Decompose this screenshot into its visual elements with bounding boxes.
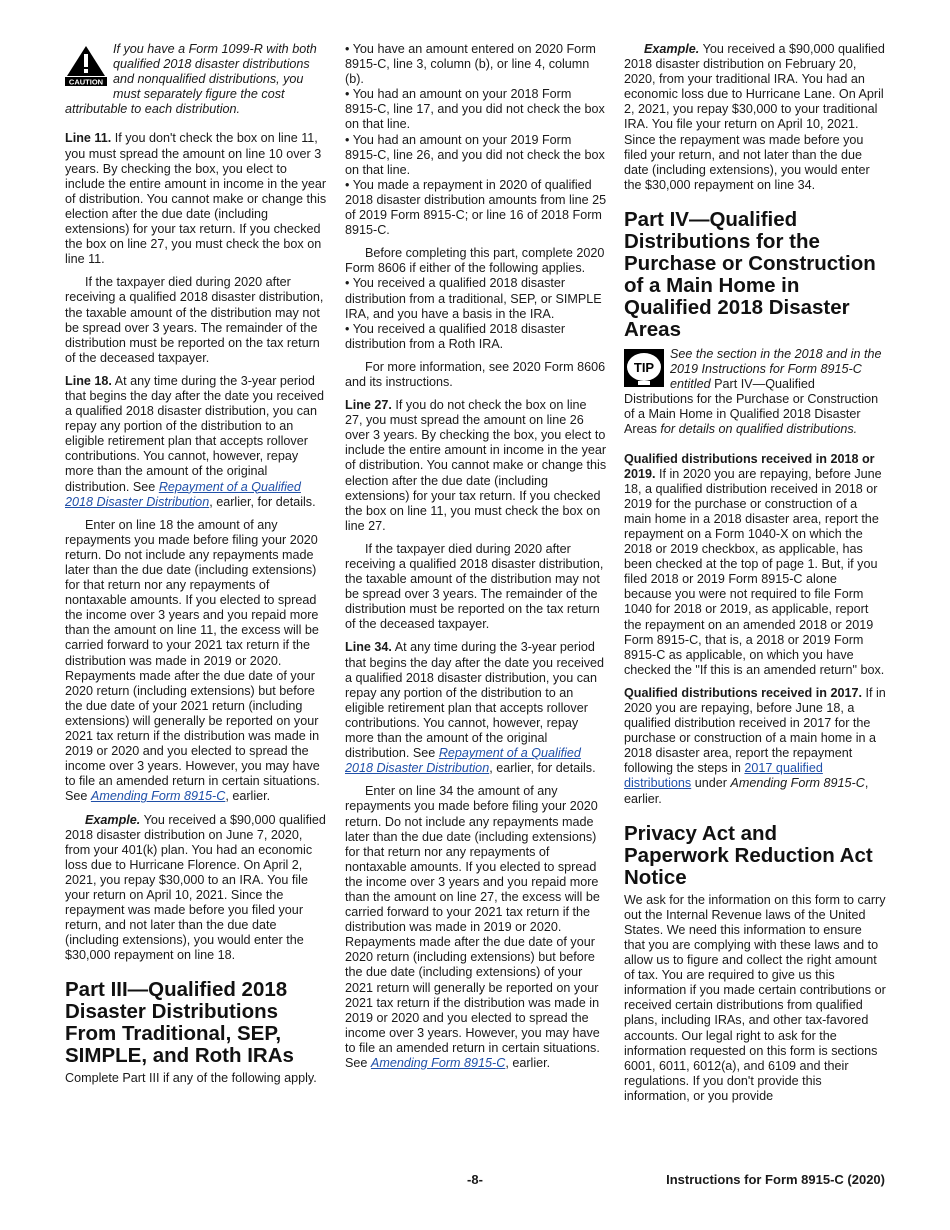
- column-1: [65, 42, 327, 1095]
- enter-line-34-paragraph: [345, 784, 607, 1071]
- bullet-item: [345, 133, 607, 178]
- example-text: You received a $90,000 qualified 2018 disaster distribution on June 7, 2020, from your 401(k) plan. You had an economic loss due to Hurricane Florence. On April 2, 2021, you repay $30,000 to an IRA. You file your return on April 10, 2021. Since the repayment was made before you filed your return, and not later than the due date (including extensions), you would enter the $30,000 repayment on line 18.: [65, 812, 326, 963]
- example-paragraph-2: [624, 42, 886, 193]
- caution-note: [65, 42, 327, 117]
- bullet-item: [345, 322, 607, 352]
- line-34-lead: Line 34.: [345, 640, 392, 655]
- tip-icon: [624, 349, 664, 391]
- taxpayer-died-paragraph-2: If the taxpayer died during 2020 after receiving a qualified 2018 disaster distribution, the taxable amount of the distribution may not be spread over 3 years. The remainder of the distribution must be reported on the tax return of the deceased taxpayer.: [345, 541, 604, 632]
- bullet-icon: •: [345, 42, 353, 56]
- qd-17-mid: under: [694, 776, 727, 791]
- bullet-item: [345, 42, 607, 87]
- bullet-item: [345, 87, 607, 132]
- bullet-list-2: [345, 276, 607, 351]
- amending-form-link[interactable]: Amending Form 8915-C: [90, 789, 226, 804]
- line-27-paragraph: [345, 398, 607, 534]
- tip-text-b: Part IV—Qualified Distributions for the Purchase or Construction of a Main Home in Qualified 2018 Disaster Areas: [624, 377, 879, 437]
- bullet-list-1: [345, 42, 607, 238]
- taxpayer-died-paragraph: If the taxpayer died during 2020 after receiving a qualified 2018 disaster distribution, the taxable amount of the distribution may not be spread over 3 years. The remainder of the distribution must be reported on the tax return of the deceased taxpayer.: [65, 275, 324, 365]
- privacy-paragraph: We ask for the information on this form to carry out the Internal Revenue laws of the United States. We need this information to ensure that you are complying with these laws and to allow us to figure and collect the right amount of tax. You are required to give us this information if you made certain contributions or received certain distributions from qualified plans, including IRAs, and other tax-favored accounts. Our legal right to ask for the information requested on this form is sections 6001, 6011, 6012(a), and 6109 and their regulations. If you don't provide this information, or you provide: [624, 892, 886, 1103]
- page-number: -8-: [467, 1172, 483, 1187]
- example-lead: Example.: [85, 812, 141, 827]
- qd-17-tail: , earlier.: [624, 776, 869, 806]
- line-18-lead: Line 18.: [65, 373, 112, 388]
- repayment-link[interactable]: Repayment of a Qualified 2018 Disaster Distribution: [65, 479, 301, 509]
- part-3-intro: Complete Part III if any of the following apply.: [65, 1071, 317, 1086]
- line-34-text: At any time during the 3-year period that begins the day after the date you received a qualified 2018 disaster distribution, you can repay any portion of the distribution to an eligible retirement plan that accepts rollover contributions. You cannot, however, repay more than the amount of the original distribution. See: [345, 640, 605, 761]
- bullet-text: You have an amount entered on 2020 Form 8915-C, line 3, column (b), or line 4, column (b).: [345, 42, 596, 87]
- more-info-paragraph: For more information, see 2020 Form 8606 and its instructions.: [345, 359, 606, 389]
- bullet-icon: •: [345, 177, 353, 192]
- bullet-icon: •: [345, 87, 353, 102]
- tip-text-a: See the section in the 2018 and in the 2019 Instructions for Form 8915-C entitled: [670, 346, 882, 392]
- bullet-icon: •: [345, 276, 353, 291]
- qd-17-lead: Qualified distributions received in 2017.: [624, 685, 862, 700]
- tip-label: TIP: [633, 359, 655, 375]
- line-18-tail: , earlier, for details.: [209, 494, 316, 509]
- line-18-paragraph: [65, 374, 327, 510]
- qualified-2017-paragraph: [624, 686, 886, 807]
- bullet-text: You made a repayment in 2020 of qualified 2018 disaster distribution amounts from line 25 of 2019 Form 8915-C; or line 16 of 2018 Form 8915-C.: [345, 177, 607, 238]
- enter-34-text: Enter on line 34 the amount of any repayments you made before filing your 2020 return. Do not include any repayments made later than the due date (including extensions) for that return nor any repayments of nontaxable amounts. If you elected to spread the income over 3 years and you repaid more than the amount on line 27, the excess will be carried forward to your 2021 tax return if the distribution was made in 2019 or 2020. Repayments made after the due date of your 2020 return (including extensions) but before the due date (including extensions) of your 2021 return will generally be reported on your 2021 tax return if the distribution was made in 2019 or 2020 and you elected to spread the income over 3 years. However, you may have to file an amended return in certain situations. See: [345, 784, 600, 1070]
- qd-17-text: If in 2020 you are repaying, before June 18, a qualified distribution received in 2017 for the purchase or construction of a main home in a 2018 disaster area, report the repayment following the steps in: [624, 685, 886, 776]
- caution-icon: [65, 44, 107, 90]
- enter-34-tail: , earlier.: [505, 1056, 551, 1070]
- bullet-text: You had an amount on your 2018 Form 8915-C, line 17, and you did not check the box on that line.: [345, 87, 605, 132]
- caution-label: CAUTION: [68, 77, 104, 86]
- column-3: [624, 42, 886, 1112]
- part-3-heading: Part III—Qualified 2018 Disaster Distributions From Traditional, SEP, SIMPLE, and Roth IRAs: [65, 978, 294, 1068]
- enter-18-text: Enter on line 18 the amount of any repayments you made before filing your 2020 return. Do not include any repayments made later than the due date (including extensions) for that return nor any repayments of nontaxable amounts. If you elected to spread the income over 3 years and you repaid more than the amount on line 11, the excess will be carried forward to your 2021 tax return if the distribution was made in 2019 or 2020. Repayments made after the due date of your 2020 return (including extensions) but before the due date of your 2021 return (including extensions) will generally be reported on your 2021 tax return if the distribution was made in 2019 or 2020 and you elected to spread the income over 3 years. However, you may have to file an amended return in certain situations. See: [65, 517, 320, 804]
- repayment-link-2[interactable]: Repayment of a Qualified 2018 Disaster Distribution: [345, 746, 581, 776]
- caution-text: If you have a Form 1099-R with both qualified 2018 disaster distributions and nonqualified distributions, you must separately figure the cost attributable to each distribution.: [65, 42, 317, 117]
- tip-note: [624, 347, 886, 438]
- before-completing-paragraph: Before completing this part, complete 2020 Form 8606 if either of the following applies.: [345, 246, 605, 276]
- line-18-text: At any time during the 3-year period that begins the day after the date you received a qualified 2018 disaster distribution, you can repay any portion of the distribution to an eligible retirement plan that accepts rollover contributions. You cannot, however, repay more than the amount of the original distribution. See: [65, 373, 325, 494]
- bullet-item: [345, 178, 607, 238]
- bullet-item: [345, 276, 607, 321]
- line-11-paragraph: [65, 131, 327, 267]
- qd-1819-lead: Qualified distributions received in 2018 or 2019.: [624, 451, 875, 481]
- line-27-lead: Line 27.: [345, 398, 392, 413]
- column-2: [345, 42, 607, 1079]
- line-11-text: If you don't check the box on line 11, you must spread the amount on line 10 over 3 years. By checking the box, you elect to include the entire amount in income in the year of distribution. You cannot make or change this election after the due date (including extensions) for your tax return. If you checked the box on line 27, you must check the box on line 11.: [65, 131, 327, 267]
- tip-text-c: for details on qualified distributions.: [660, 422, 858, 437]
- enter-line-18-paragraph: [65, 518, 327, 805]
- bullet-text: You received a qualified 2018 disaster distribution from a Roth IRA.: [345, 321, 566, 351]
- qualified-distributions-2017-link[interactable]: 2017 qualified distributions: [624, 761, 823, 791]
- enter-18-tail: , earlier.: [225, 789, 271, 804]
- line-11-lead: Line 11.: [65, 131, 112, 146]
- bullet-icon: •: [345, 132, 353, 147]
- qd-1819-text: If in 2020 you are repaying, before June 18, a qualified distribution received in 2018 or 2019 for the purchase or construction of a main home in a 2018 disaster area, report the repayment on a Form 1040-X on which the 2018 or 2019 checkbox, as applicable, has been checked at the top of page 1. But, if you filed 2018 or 2019 Form 8915-C alone because you were not required to file Form 1040 for 2018 or 2019, as applicable, report the repayment on an amended 2018 or 2019 Form 8915-C, that is, a 2018 or 2019 Form 8915-C as applicable, on which you have checked the "If this is an amended return" box.: [624, 466, 885, 677]
- privacy-heading: Privacy Act and Paperwork Reduction Act Notice: [624, 821, 873, 889]
- example-paragraph: [65, 813, 327, 964]
- amending-form-link-2[interactable]: Amending Form 8915-C: [370, 1056, 506, 1070]
- bullet-text: You received a qualified 2018 disaster distribution from a traditional, SEP, or SIMPLE IRA, and you have a basis in the IRA.: [345, 276, 602, 321]
- form-title-footer: Instructions for Form 8915-C (2020): [666, 1172, 885, 1187]
- qualified-2018-2019-paragraph: [624, 452, 886, 678]
- example-text-2: You received a $90,000 qualified 2018 disaster distribution on February 20, 2020, from your traditional IRA. You had an economic loss due to Hurricane Lane. On April 2, 2021, you repay $30,000 to your traditional IRA. You file your return on April 10, 2021. Since the repayment was made before you filed your return, and not later than the due date (including extensions), you would enter the $30,000 repayment on line 34.: [624, 42, 885, 192]
- example-lead-2: Example.: [644, 42, 700, 56]
- part-4-heading: Part IV—Qualified Distributions for the Purchase or Construction of a Main Home in Qualified 2018 Disaster Areas: [624, 207, 876, 341]
- line-34-tail: , earlier, for details.: [489, 761, 596, 776]
- bullet-icon: •: [345, 321, 353, 336]
- bullet-text: You had an amount on your 2019 Form 8915-C, line 26, and you did not check the box on that line.: [345, 132, 605, 177]
- qd-17-ital: Amending Form 8915-C: [730, 776, 865, 791]
- line-27-text: If you do not check the box on line 27, you must spread the amount on line 26 over 3 years. By checking the box, you elect to include the entire amount in income in the year of distribution. You cannot make or change this election after the due date (including extensions) for your tax return. If you checked the box on line 11, you must check the box on line 27.: [345, 398, 607, 533]
- line-34-paragraph: [345, 640, 607, 776]
